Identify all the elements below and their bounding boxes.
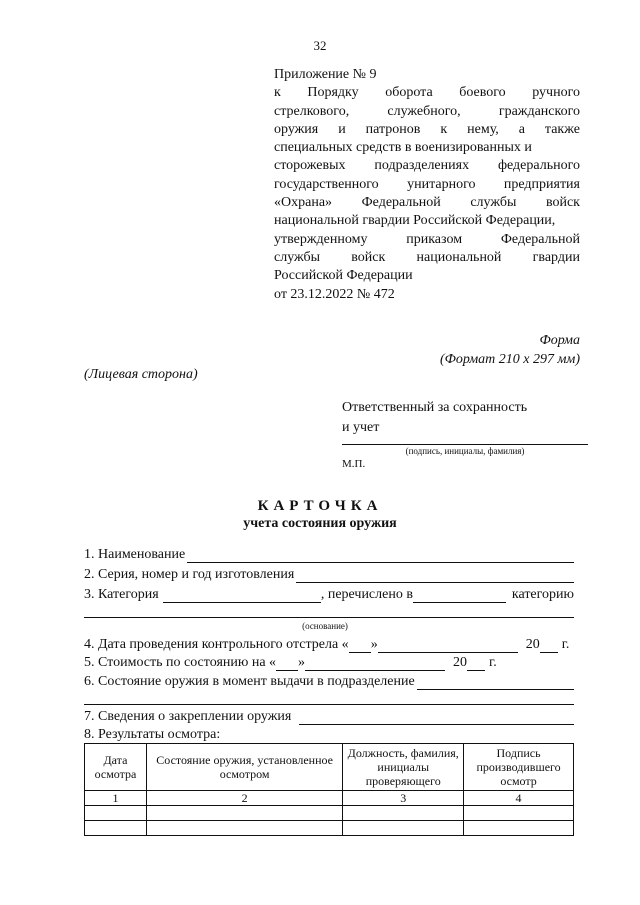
year-suffix: г. bbox=[489, 655, 497, 670]
table-cell[interactable] bbox=[343, 806, 464, 821]
card-title: КАРТОЧКА bbox=[257, 498, 383, 514]
table-cell[interactable] bbox=[343, 821, 464, 836]
field-name bbox=[84, 547, 574, 563]
field-cost-label: 5. Стоимость по состоянию на « bbox=[84, 655, 277, 670]
field-cost-month-blank[interactable] bbox=[305, 657, 445, 671]
column-number: 4 bbox=[464, 791, 574, 806]
annex-line: национальной гвардии Российской Федерации, bbox=[274, 213, 556, 229]
card-subtitle: учета состояния оружия bbox=[243, 516, 397, 531]
field-category bbox=[84, 587, 574, 603]
table-cell[interactable] bbox=[464, 806, 574, 821]
table-row bbox=[85, 821, 574, 836]
header-signature: Подпись производившего осмотр bbox=[464, 744, 574, 791]
field-name-blank[interactable] bbox=[187, 549, 574, 563]
annex-line: оружия и патронов к нему, а также bbox=[274, 121, 580, 137]
field-cost bbox=[84, 655, 504, 671]
field-cost-year-blank[interactable] bbox=[467, 657, 485, 671]
annex-line: «Охрана» Федеральной службы войск bbox=[274, 195, 580, 211]
field-inspection bbox=[84, 727, 574, 743]
table-number-row bbox=[85, 791, 574, 806]
year-prefix: 20 bbox=[453, 655, 468, 670]
annex-line: к Порядку оборота боевого ручного bbox=[274, 85, 580, 101]
table-cell[interactable] bbox=[464, 821, 574, 836]
quote-close: » bbox=[370, 637, 378, 652]
annex-line: сторожевых подразделениях федерального bbox=[274, 158, 580, 174]
condition-continuation-line[interactable] bbox=[84, 704, 574, 705]
field-condition-label: 6. Состояние оружия в момент выдачи в подразделение bbox=[84, 674, 415, 689]
field-assignment-label: 7. Сведения о закреплении оружия bbox=[84, 709, 292, 724]
field-category-transfer-label: , перечислено в bbox=[320, 587, 413, 602]
field-category-label: 3. Категория bbox=[84, 587, 159, 602]
field-test-month-blank[interactable] bbox=[378, 639, 518, 653]
responsible-line-1: Ответственный за сохранность bbox=[342, 400, 528, 415]
annex-line: службы войск национальной гвардии bbox=[274, 249, 580, 265]
quote-close: » bbox=[298, 655, 306, 670]
annex-date: от 23.12.2022 № 472 bbox=[274, 286, 395, 302]
column-number: 3 bbox=[343, 791, 464, 806]
column-number: 2 bbox=[146, 791, 342, 806]
field-category-new-blank[interactable] bbox=[413, 589, 506, 603]
side-label: (Лицевая сторона) bbox=[84, 367, 198, 382]
signature-caption: (подпись, инициалы, фамилия) bbox=[405, 446, 525, 456]
year-suffix: г. bbox=[561, 637, 570, 652]
annex-line: Российской Федерации bbox=[274, 268, 413, 284]
inspection-table bbox=[84, 743, 574, 836]
column-number: 1 bbox=[85, 791, 147, 806]
table-row bbox=[85, 806, 574, 821]
field-category-blank[interactable] bbox=[163, 589, 321, 603]
field-condition bbox=[84, 674, 574, 690]
field-assignment bbox=[84, 709, 574, 725]
basis-line[interactable] bbox=[84, 617, 574, 618]
year-prefix: 20 bbox=[525, 637, 540, 652]
stamp-label: М.П. bbox=[342, 458, 366, 470]
table-cell[interactable] bbox=[85, 806, 147, 821]
annex-line: утвержденному приказом Федеральной bbox=[274, 231, 580, 247]
field-test-day-blank[interactable] bbox=[349, 639, 371, 653]
responsible-line-2: и учет bbox=[342, 420, 380, 435]
field-inspection-label: 8. Результаты осмотра: bbox=[84, 727, 221, 742]
signature-line bbox=[342, 444, 588, 445]
table-cell[interactable] bbox=[146, 821, 342, 836]
field-test-date bbox=[84, 637, 574, 653]
field-test-year-blank[interactable] bbox=[540, 639, 558, 653]
form-label-block bbox=[440, 331, 580, 369]
annex-title: Приложение № 9 bbox=[274, 67, 377, 82]
annex-line: стрелкового, служебного, гражданского bbox=[274, 103, 580, 119]
header-date: Дата осмотра bbox=[85, 744, 147, 791]
table-cell[interactable] bbox=[85, 821, 147, 836]
format-label: (Формат 210 х 297 мм) bbox=[439, 352, 580, 367]
responsible-block bbox=[342, 398, 527, 438]
basis-caption: (основание) bbox=[302, 621, 348, 631]
field-serial-label: 2. Серия, номер и год изготовления bbox=[84, 567, 295, 582]
page-number: 32 bbox=[313, 38, 327, 53]
field-assignment-blank[interactable] bbox=[299, 711, 574, 725]
field-test-date-label: 4. Дата проведения контрольного отстрела « bbox=[84, 637, 349, 652]
field-name-label: 1. Наименование bbox=[84, 547, 186, 562]
field-cost-day-blank[interactable] bbox=[276, 657, 298, 671]
field-category-suffix: категорию bbox=[511, 587, 574, 602]
table-cell[interactable] bbox=[146, 806, 342, 821]
header-condition: Состояние оружия, установленное осмотром bbox=[146, 744, 342, 791]
annex-block bbox=[274, 66, 580, 304]
annex-line: специальных средств в военизированных и bbox=[274, 140, 532, 156]
field-serial bbox=[84, 567, 574, 583]
form-label: Форма bbox=[539, 333, 580, 348]
field-serial-blank[interactable] bbox=[296, 569, 574, 583]
table-header-row bbox=[85, 744, 574, 791]
field-condition-blank[interactable] bbox=[417, 676, 574, 690]
header-inspector: Должность, фамилия, инициалы проверяющего bbox=[343, 744, 464, 791]
annex-line: государственного унитарного предприятия bbox=[274, 176, 580, 192]
